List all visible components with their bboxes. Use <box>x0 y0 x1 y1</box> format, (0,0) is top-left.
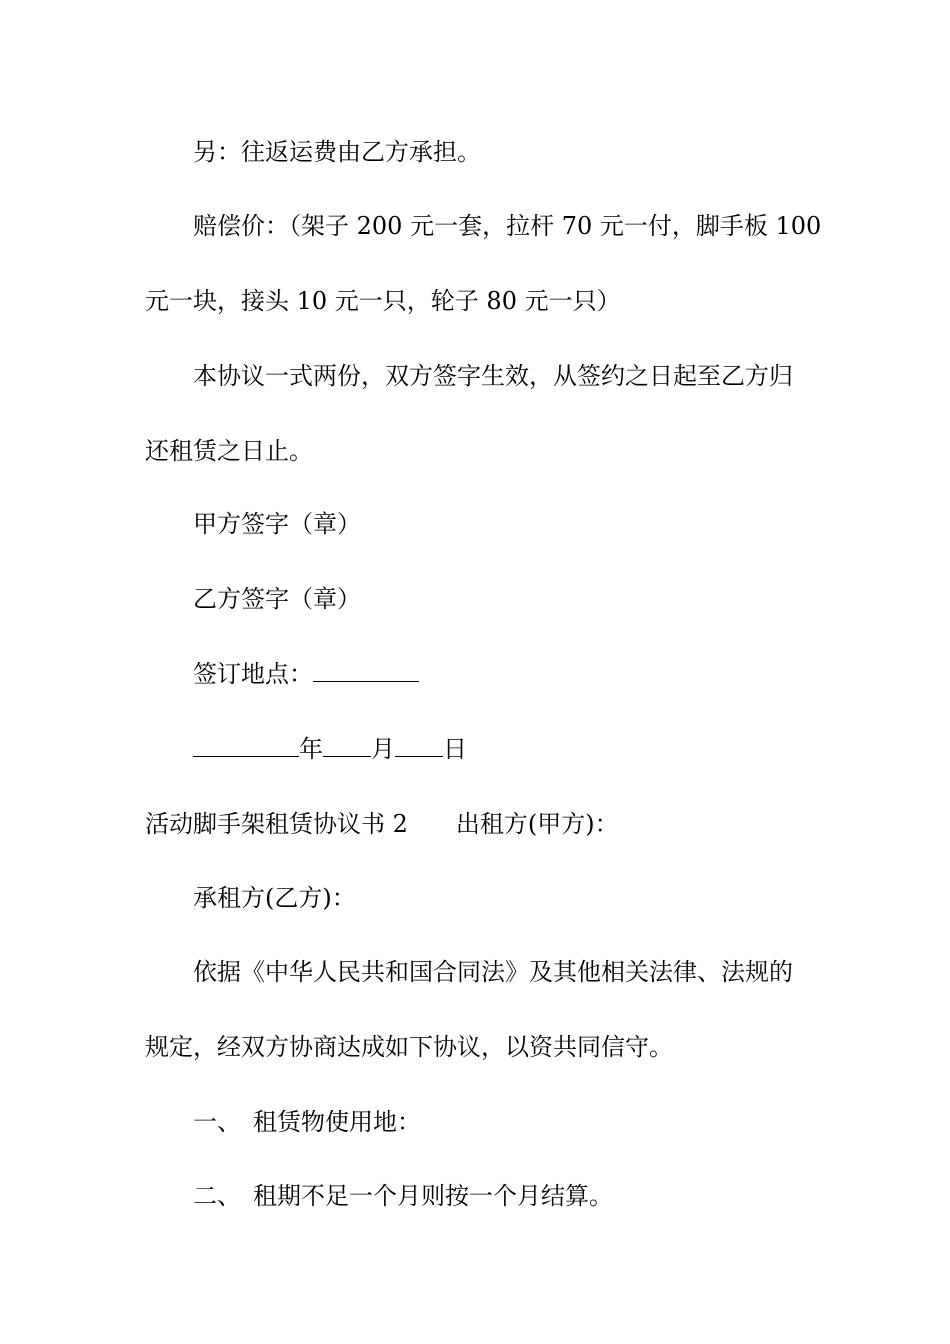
signing-place-label: 签订地点： <box>193 660 313 688</box>
year-blank <box>193 734 299 757</box>
paragraph-validity-line-2: 还租赁之日止。 <box>145 437 313 465</box>
day-label: 日 <box>443 735 467 763</box>
paragraph-basis-line-2: 规定，经双方协商达成如下协议，以资共同信守。 <box>145 1033 673 1061</box>
party-a-signature-label: 甲方签字（章） <box>193 510 361 538</box>
day-blank <box>395 734 443 757</box>
clause-text: 租期不足一个月则按一个月结算。 <box>253 1182 613 1210</box>
clause-number: 二、 <box>193 1182 241 1210</box>
paragraph-basis-line-1: 依据《中华人民共和国合同法》及其他相关法律、法规的 <box>193 958 793 986</box>
section2-title: 活动脚手架租赁协议书 2 <box>145 810 408 838</box>
paragraph-shipping-cost: 另：往返运费由乙方承担。 <box>193 138 481 166</box>
lessor-label: 出租方(甲方)： <box>455 810 619 838</box>
clause-1 <box>0 1107 950 1137</box>
year-label: 年 <box>299 735 323 763</box>
date-row <box>0 734 950 764</box>
paragraph-compensation-line-2: 元一块，接头 10 元一只，轮子 80 元一只） <box>145 287 621 315</box>
clause-2 <box>0 1181 950 1211</box>
clause-number: 一、 <box>193 1108 241 1136</box>
paragraph-compensation-line-1: 赔偿价：（架子 200 元一套，拉杆 70 元一付，脚手板 100 <box>193 212 822 240</box>
signing-place-row <box>0 659 950 689</box>
party-b-signature-label: 乙方签字（章） <box>193 585 361 613</box>
section2-heading-row <box>0 809 950 839</box>
paragraph-validity-line-1: 本协议一式两份，双方签字生效，从签约之日起至乙方归 <box>193 362 793 390</box>
month-blank <box>323 734 371 757</box>
clause-text: 租赁物使用地： <box>253 1108 421 1136</box>
lessee-label: 承租方(乙方)： <box>193 884 356 912</box>
month-label: 月 <box>371 735 395 763</box>
signing-place-blank <box>313 659 419 682</box>
